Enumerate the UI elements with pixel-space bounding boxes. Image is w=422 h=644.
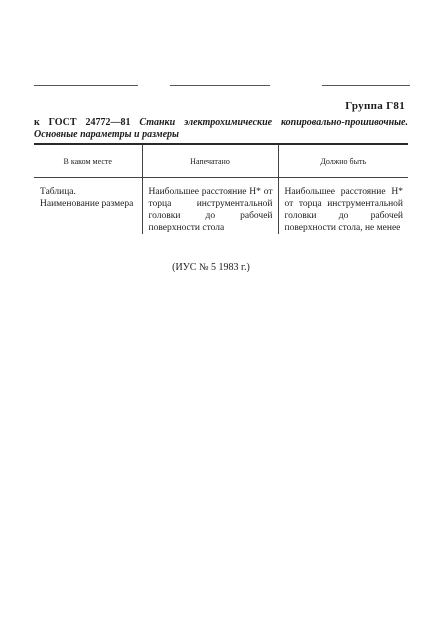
top-rule-left [34, 85, 138, 86]
cell-printed: Наибольшее расстояние H* от торца инструментальной головки до рабочей поверхности стола [142, 178, 278, 235]
table-header-row [34, 144, 408, 178]
source-note: (ИУС № 5 1983 г.) [172, 262, 250, 273]
header-printed: Напечатано [142, 144, 278, 178]
amendment-table [34, 143, 408, 234]
standard-reference: к ГОСТ 24772—81 [34, 117, 131, 128]
group-label: Группа Г81 [345, 100, 405, 112]
top-rule-center [170, 85, 270, 86]
cell-should-be: Наибольшее расстояние H* от торца инструментальной головки до рабочей поверхности стола, не менее [278, 178, 408, 235]
table-row [34, 178, 408, 235]
header-location: В каком месте [34, 144, 142, 178]
standard-title: Станки электрохимические копировально-прошивочные. Основные параметры и размеры [34, 117, 408, 140]
amendment-heading [34, 117, 408, 141]
header-should-be: Должно быть [278, 144, 408, 178]
top-rule-right [322, 85, 410, 86]
cell-location: Таблица. Наименование размера [40, 187, 134, 209]
